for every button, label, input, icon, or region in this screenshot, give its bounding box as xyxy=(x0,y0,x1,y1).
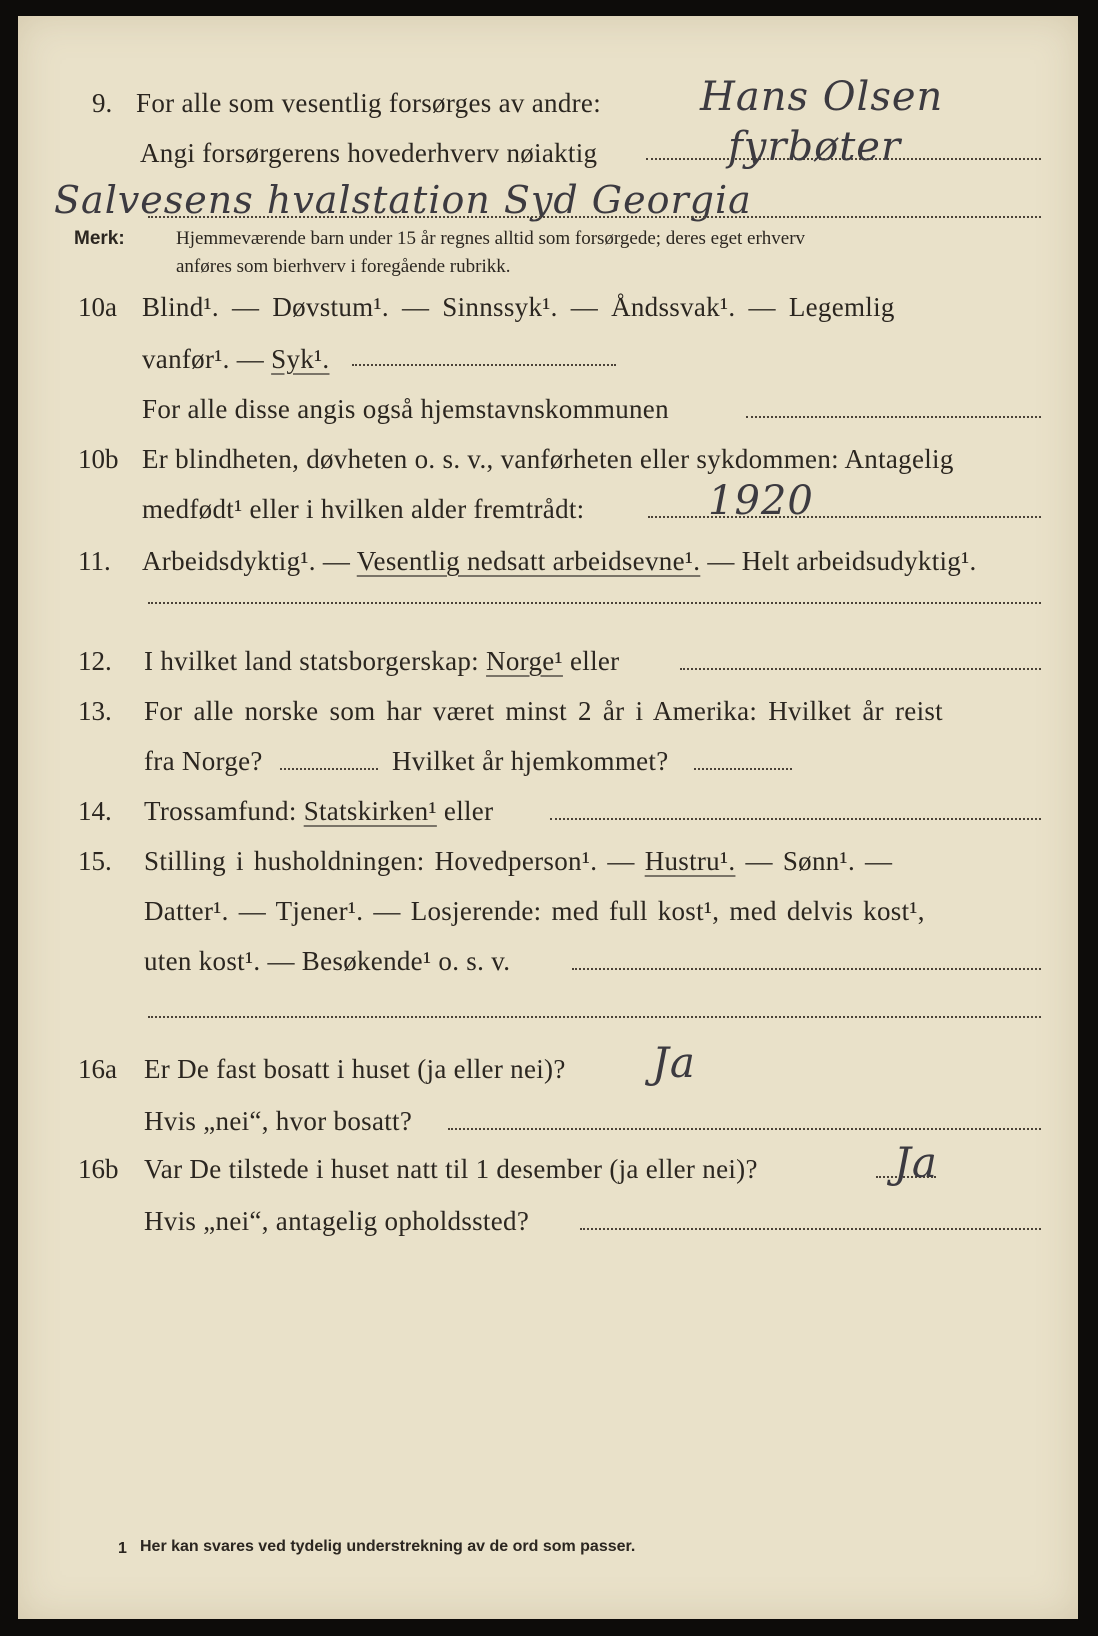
question-12-number: 12. xyxy=(78,646,112,676)
question-15-line-2: Datter¹. — Tjener¹. — Losjerende: med full kost¹, med delvis kost¹, xyxy=(144,896,925,926)
question-13-line-2a: fra Norge? xyxy=(144,746,263,776)
question-10a-line-1: Blind¹. — Døvstum¹. — Sinnssyk¹. — Åndssvak¹. — Legemlig xyxy=(142,292,895,322)
answer-dotted-line xyxy=(746,416,1041,418)
question-16a-number: 16a xyxy=(78,1054,117,1084)
answer-dotted-line xyxy=(280,768,378,770)
footnote-text: Her kan svares ved tydelig understrekning av de ord som passer. xyxy=(140,1538,636,1555)
question-16b-line-1: Var De tilstede i huset natt til 1 desember (ja eller nei)? xyxy=(144,1154,758,1184)
answer-dotted-line xyxy=(550,818,1041,820)
question-13-number: 13. xyxy=(78,696,112,726)
answer-dotted-line xyxy=(148,216,1041,218)
answer-dotted-line xyxy=(572,968,1041,970)
answer-dotted-line xyxy=(352,364,616,366)
question-9-number: 9. xyxy=(92,88,113,118)
answer-dotted-line xyxy=(694,768,792,770)
question-14-line-1: Trossamfund: Statskirken¹ eller xyxy=(144,796,494,826)
handwritten-answer-present: Ja xyxy=(894,1138,938,1187)
question-15-line-1: Stilling i husholdningen: Hovedperson¹. — Hustru¹. — Sønn¹. — xyxy=(144,846,893,876)
answer-dotted-line xyxy=(448,1128,1041,1130)
answer-dotted-line xyxy=(648,516,1041,518)
handwritten-workplace: Salvesens hvalstation Syd Georgia xyxy=(54,178,752,222)
question-10a-line-3: For alle disse angis også hjemstavnskommunen xyxy=(142,394,669,424)
answer-dotted-line xyxy=(580,1228,1041,1230)
note-text-2: anføres som bierhverv i foregående rubrikk. xyxy=(176,256,511,277)
question-10b-line-2: medfødt¹ eller i hvilken alder fremtrådt: xyxy=(142,494,585,524)
question-16a-line-1: Er De fast bosatt i huset (ja eller nei)? xyxy=(144,1054,566,1084)
question-10a-number: 10a xyxy=(78,292,117,322)
question-9-line-2: Angi forsørgerens hovederhverv nøiaktig xyxy=(140,138,598,168)
question-13-line-1: For alle norske som har været minst 2 år i Amerika: Hvilket år reist xyxy=(144,696,943,726)
handwritten-year: 1920 xyxy=(708,478,814,524)
answer-dotted-line xyxy=(148,1016,1041,1018)
census-form-page xyxy=(18,16,1078,1619)
handwritten-supporter-name: Hans Olsen xyxy=(700,74,944,120)
question-16b-line-2: Hvis „nei“, antagelig opholdssted? xyxy=(144,1206,530,1236)
question-15-line-3: uten kost¹. — Besøkende¹ o. s. v. xyxy=(144,946,511,976)
question-11-number: 11. xyxy=(78,546,111,576)
question-15-number: 15. xyxy=(78,846,112,876)
handwritten-answer-resident: Ja xyxy=(652,1038,696,1087)
question-9-line-1: For alle som vesentlig forsørges av andre: xyxy=(136,88,601,118)
question-10b-number: 10b xyxy=(78,444,119,474)
question-16a-line-2: Hvis „nei“, hvor bosatt? xyxy=(144,1106,413,1136)
question-10b-line-1: Er blindheten, døvheten o. s. v., vanførheten eller sykdommen: Antagelig xyxy=(142,444,954,474)
question-14-number: 14. xyxy=(78,796,112,826)
question-12-line-1: I hvilket land statsborgerskap: Norge¹ eller xyxy=(144,646,620,676)
note-label: Merk: xyxy=(74,228,125,249)
question-13-line-2b: Hvilket år hjemkommet? xyxy=(392,746,669,776)
footnote-mark: 1 xyxy=(118,1540,127,1557)
note-text-1: Hjemmeværende barn under 15 år regnes alltid som forsørgede; deres eget erhverv xyxy=(176,228,806,249)
question-11-line-1: Arbeidsdyktig¹. — Vesentlig nedsatt arbeidsevne¹. — Helt arbeidsudyktig¹. xyxy=(142,546,977,576)
question-10a-line-2: vanfør¹. — Syk¹. xyxy=(142,344,330,374)
handwritten-occupation: fyrbøter xyxy=(728,124,902,170)
question-16b-number: 16b xyxy=(78,1154,119,1184)
answer-dotted-line xyxy=(148,602,1041,604)
answer-dotted-line xyxy=(680,668,1041,670)
